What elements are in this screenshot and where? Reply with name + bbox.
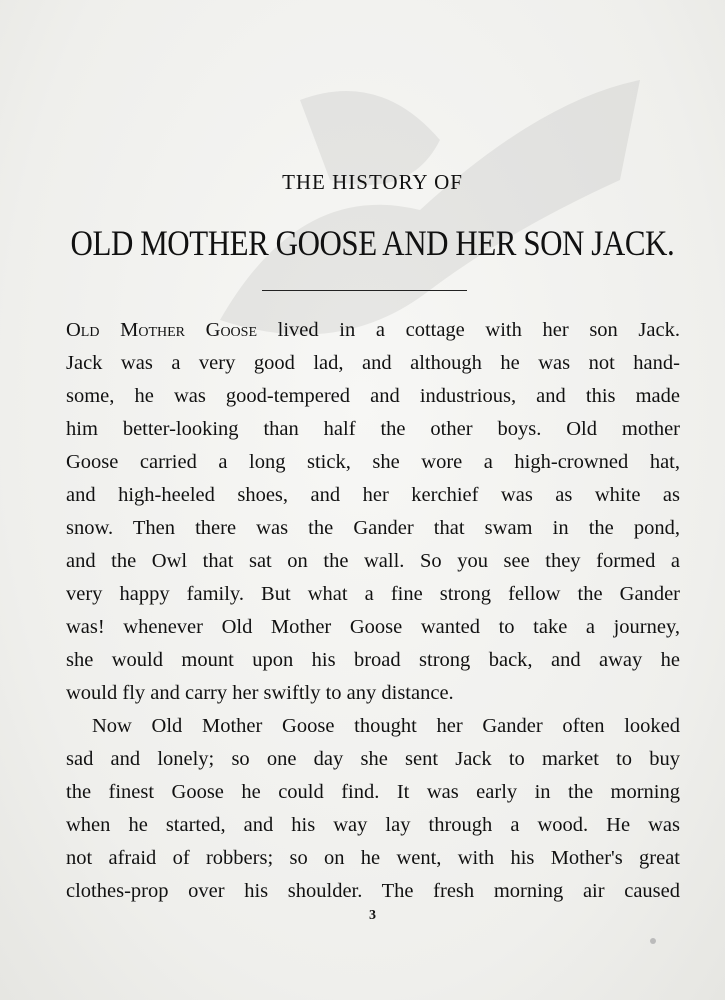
text-line: some, he was good-tempered and industrious, and this made: [66, 385, 680, 407]
text-line: when he started, and his way lay through a wood. He was: [66, 814, 680, 836]
pre-title: THE HISTORY OF: [282, 170, 463, 194]
text-line: very happy family. But what a fine strong fellow the Gander: [66, 583, 680, 605]
text-line-rest: lived in a cottage with her son Jack.: [257, 319, 680, 341]
title-rule: [262, 290, 467, 291]
text-line: she would mount upon his broad strong back, and away he: [66, 649, 680, 671]
text-line: snow. Then there was the Gander that swam in the pond,: [66, 517, 680, 539]
text-line: clothes-prop over his shoulder. The fresh morning air caused: [66, 880, 680, 902]
story-text: [66, 314, 680, 908]
page-title: OLD MOTHER GOOSE AND HER SON JACK.: [70, 223, 675, 263]
drop-lead: Old Mother Goose: [66, 319, 257, 341]
text-line: and high-heeled shoes, and her kerchief was as white as: [66, 484, 680, 506]
text-line: [66, 314, 680, 347]
text-line: was! whenever Old Mother Goose wanted to take a journey,: [66, 616, 680, 638]
text-line: would fly and carry her swiftly to any distance.: [66, 682, 454, 704]
text-line: Goose carried a long stick, she wore a high-crowned hat,: [66, 451, 680, 473]
text-line: not afraid of robbers; so on he went, with his Mother's great: [66, 847, 680, 869]
text-line: him better-looking than half the other boys. Old mother: [66, 418, 680, 440]
paper-speck: [650, 938, 656, 944]
text-line: the finest Goose he could find. It was early in the morning: [66, 781, 680, 803]
text-line: sad and lonely; so one day she sent Jack to market to buy: [66, 748, 680, 770]
page-number: 3: [369, 908, 376, 923]
text-line: Jack was a very good lad, and although he was not hand-: [66, 352, 680, 374]
text-line: and the Owl that sat on the wall. So you see they formed a: [66, 550, 680, 572]
text-line: Now Old Mother Goose thought her Gander often looked: [92, 715, 680, 737]
